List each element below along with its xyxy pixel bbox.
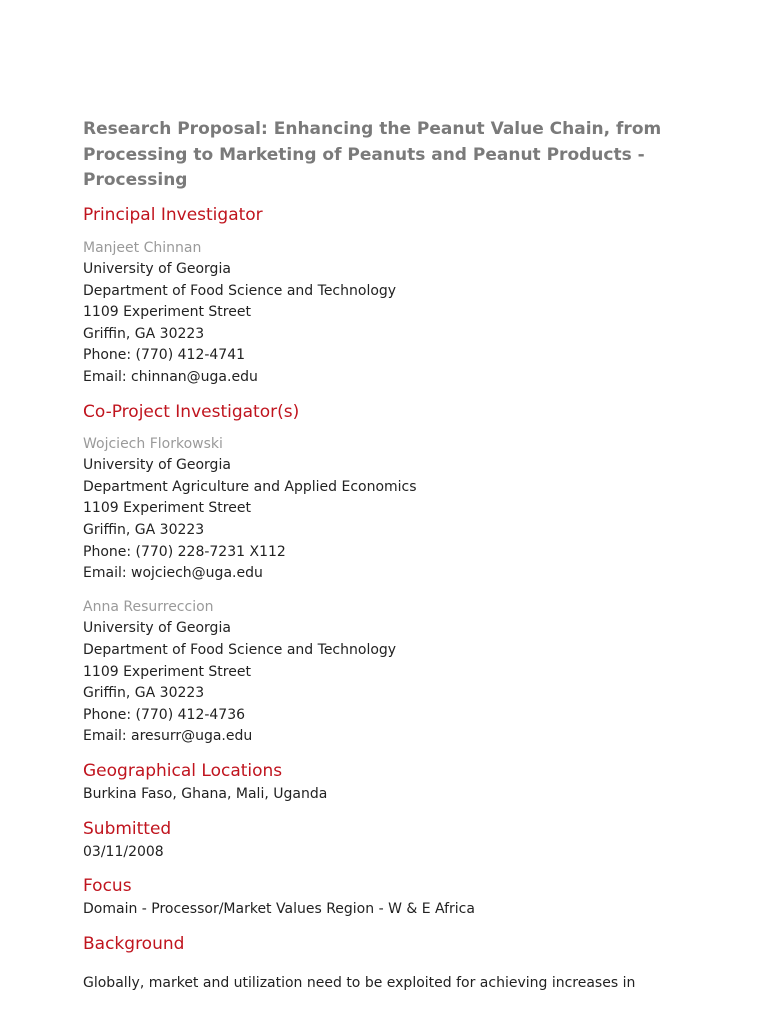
co-investigator-city: Griffin, GA 30223 xyxy=(83,522,205,539)
document-title: Research Proposal: Enhancing the Peanut Value Chain, from Processing to Marketing of Peanuts and Peanut Products - Processing xyxy=(83,119,662,190)
principal-investigator-entry xyxy=(83,238,723,389)
co-investigators-section xyxy=(83,401,723,748)
pi-street: 1109 Experiment Street xyxy=(83,304,251,321)
co-investigators-heading: Co-Project Investigator(s) xyxy=(83,401,300,422)
pi-phone: Phone: (770) 412-4741 xyxy=(83,347,246,364)
pi-email: Email: chinnan@uga.edu xyxy=(83,369,258,386)
background-heading: Background xyxy=(83,933,185,954)
co-investigator-street: 1109 Experiment Street xyxy=(83,663,251,680)
co-investigator-phone: Phone: (770) 228-7231 X112 xyxy=(83,543,286,560)
geographical-locations-heading: Geographical Locations xyxy=(83,760,283,781)
pi-city: Griffin, GA 30223 xyxy=(83,325,205,342)
background-section xyxy=(83,933,723,995)
co-investigator-street: 1109 Experiment Street xyxy=(83,500,251,517)
co-investigator-affiliation: University of Georgia xyxy=(83,457,231,474)
co-investigator-entry xyxy=(83,597,723,748)
focus-heading: Focus xyxy=(83,876,132,897)
document-body xyxy=(83,117,723,1006)
geographical-locations-section xyxy=(83,760,723,806)
co-investigator-affiliation: University of Georgia xyxy=(83,620,231,637)
co-investigator-name: Anna Resurreccion xyxy=(83,598,214,615)
submitted-heading: Submitted xyxy=(83,818,172,839)
principal-investigator-heading: Principal Investigator xyxy=(83,204,263,225)
co-investigator-email: Email: aresurr@uga.edu xyxy=(83,728,253,745)
submitted-date: 03/11/2008 xyxy=(83,843,164,860)
pi-affiliation: University of Georgia xyxy=(83,261,231,278)
submitted-section xyxy=(83,818,723,864)
background-paragraph: Globally, market and utilization need to be exploited for achieving increases in xyxy=(83,974,636,991)
co-investigator-city: Griffin, GA 30223 xyxy=(83,685,205,702)
focus-section xyxy=(83,875,723,921)
principal-investigator-section xyxy=(83,204,723,389)
co-investigator-entry xyxy=(83,434,723,585)
co-investigator-name: Wojciech Florkowski xyxy=(83,435,223,452)
co-investigator-phone: Phone: (770) 412-4736 xyxy=(83,706,246,723)
principal-investigator-name: Manjeet Chinnan xyxy=(83,239,202,256)
geographical-locations-value: Burkina Faso, Ghana, Mali, Uganda xyxy=(83,785,328,802)
co-investigator-department: Department Agriculture and Applied Economics xyxy=(83,478,417,495)
pi-department: Department of Food Science and Technology xyxy=(83,282,397,299)
focus-value: Domain - Processor/Market Values Region - W & E Africa xyxy=(83,901,475,918)
co-investigator-email: Email: wojciech@uga.edu xyxy=(83,565,263,582)
co-investigator-department: Department of Food Science and Technology xyxy=(83,642,397,658)
